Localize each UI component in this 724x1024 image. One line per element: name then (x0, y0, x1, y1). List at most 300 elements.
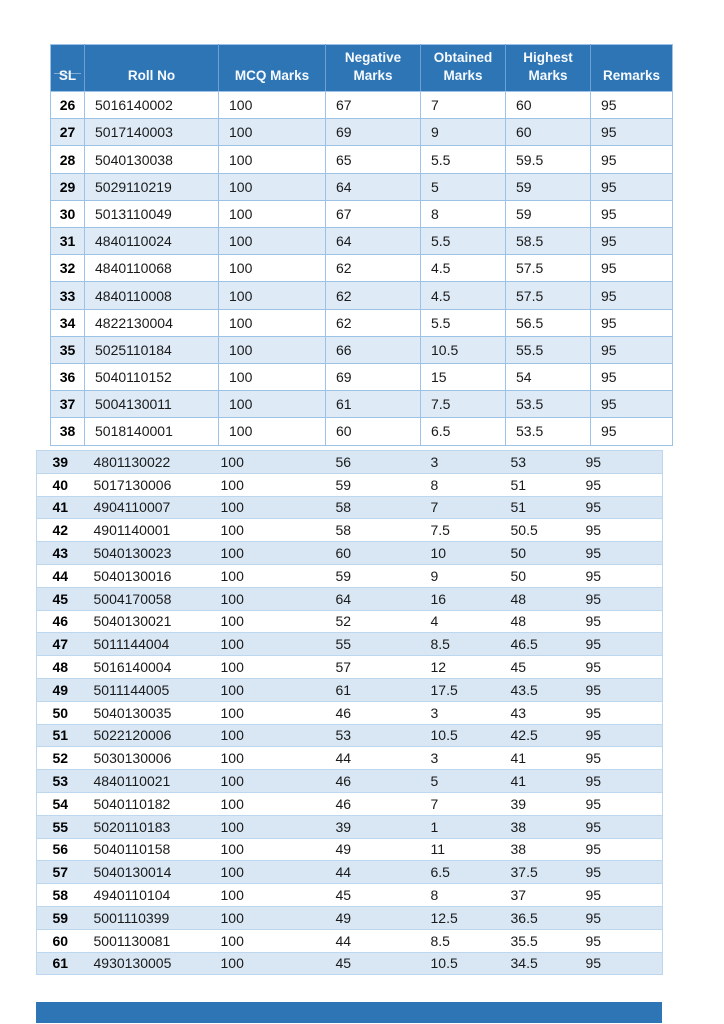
table-cell: 41 (501, 747, 576, 770)
table-cell: 5.5 (421, 146, 506, 173)
table-cell: 3 (421, 451, 501, 474)
table-cell: 45 (501, 656, 576, 679)
table-cell: 95 (576, 838, 663, 861)
table-cell: 5001110399 (84, 906, 211, 929)
table-row (37, 884, 663, 907)
table-cell: 59 (326, 564, 421, 587)
table-cell: 51 (501, 473, 576, 496)
table-cell: 44 (326, 747, 421, 770)
table-cell: 100 (211, 451, 326, 474)
table-cell: 5011144004 (84, 633, 211, 656)
table-cell: 48 (501, 610, 576, 633)
table-row (37, 724, 663, 747)
table-row (51, 173, 673, 200)
table-cell: 4940110104 (84, 884, 211, 907)
table-row (37, 519, 663, 542)
table-cell: 26 (51, 92, 85, 119)
table-row (37, 747, 663, 770)
table-row (37, 542, 663, 565)
table-cell: 95 (576, 861, 663, 884)
table-cell: 66 (326, 336, 421, 363)
table-cell: 95 (576, 792, 663, 815)
table-cell: 5040130014 (84, 861, 211, 884)
table-cell: 95 (576, 770, 663, 793)
table-cell: 95 (576, 519, 663, 542)
table-row (37, 610, 663, 633)
table-row (51, 119, 673, 146)
table-cell: 50 (501, 564, 576, 587)
table-cell: 36 (51, 363, 85, 390)
table-cell: 56 (326, 451, 421, 474)
table-cell: 95 (576, 701, 663, 724)
table-cell: 4.5 (421, 255, 506, 282)
table-cell: 37 (51, 391, 85, 418)
table-cell: 56.5 (506, 309, 591, 336)
table-cell: 100 (211, 724, 326, 747)
table-cell: 60 (506, 119, 591, 146)
table-cell: 4901140001 (84, 519, 211, 542)
table-cell: 7 (421, 92, 506, 119)
table-cell: 100 (219, 173, 326, 200)
table-cell: 59 (37, 906, 84, 929)
table-cell: 67 (326, 200, 421, 227)
table-cell: 39 (326, 815, 421, 838)
table-cell: 44 (326, 929, 421, 952)
table-cell: 52 (37, 747, 84, 770)
table-cell: 10.5 (421, 336, 506, 363)
table-cell: 34.5 (501, 952, 576, 975)
table-cell: 7.5 (421, 519, 501, 542)
table-cell: 8.5 (421, 633, 501, 656)
table-cell: 57 (326, 656, 421, 679)
table-cell: 27 (51, 119, 85, 146)
table-cell: 5 (421, 173, 506, 200)
table-cell: 17.5 (421, 678, 501, 701)
table-cell: 10.5 (421, 952, 501, 975)
table-cell: 48 (501, 587, 576, 610)
table-cell: 4801130022 (84, 451, 211, 474)
table-cell: 28 (51, 146, 85, 173)
table-cell: 5029110219 (85, 173, 219, 200)
table-cell: 38 (51, 418, 85, 445)
table-cell: 5040130038 (85, 146, 219, 173)
table-cell: 95 (576, 451, 663, 474)
table-cell: 9 (421, 119, 506, 146)
table-row (37, 656, 663, 679)
table-row (37, 952, 663, 975)
table-cell: 3 (421, 747, 501, 770)
table-cell: 50 (37, 701, 84, 724)
table-cell: 100 (211, 770, 326, 793)
table-cell: 100 (219, 336, 326, 363)
table-cell: 55.5 (506, 336, 591, 363)
table-row (37, 678, 663, 701)
table-cell: 54 (37, 792, 84, 815)
table-cell: 95 (591, 200, 673, 227)
table-cell: 95 (576, 678, 663, 701)
table-row (51, 336, 673, 363)
table-cell: 95 (591, 146, 673, 173)
table-row (37, 792, 663, 815)
table-cell: 100 (219, 282, 326, 309)
table-cell: 95 (591, 309, 673, 336)
table-cell: 5025110184 (85, 336, 219, 363)
table-cell: 100 (211, 678, 326, 701)
table-cell: 5017130006 (84, 473, 211, 496)
table-cell: 62 (326, 255, 421, 282)
table-cell: 39 (37, 451, 84, 474)
table-cell: 100 (219, 309, 326, 336)
table-cell: 69 (326, 363, 421, 390)
table-cell: 60 (506, 92, 591, 119)
table-cell: 39 (501, 792, 576, 815)
table-cell: 100 (211, 861, 326, 884)
table-cell: 100 (211, 906, 326, 929)
table-cell: 53 (326, 724, 421, 747)
table-row (37, 564, 663, 587)
table-cell: 4840110008 (85, 282, 219, 309)
table-row (51, 228, 673, 255)
table-cell: 69 (326, 119, 421, 146)
table-cell: 100 (219, 200, 326, 227)
table-cell: 34 (51, 309, 85, 336)
table-cell: 95 (576, 633, 663, 656)
table-cell: 32 (51, 255, 85, 282)
table-cell: 37 (501, 884, 576, 907)
table-cell: 95 (591, 363, 673, 390)
table-cell: 55 (326, 633, 421, 656)
table-cell: 100 (219, 391, 326, 418)
table-cell: 100 (219, 146, 326, 173)
table-cell: 45 (37, 587, 84, 610)
table-cell: 46.5 (501, 633, 576, 656)
table-cell: 50.5 (501, 519, 576, 542)
table-cell: 67 (326, 92, 421, 119)
table-cell: 4822130004 (85, 309, 219, 336)
table-row (51, 309, 673, 336)
table-cell: 100 (211, 884, 326, 907)
table-cell: 100 (219, 363, 326, 390)
table-cell: 6.5 (421, 861, 501, 884)
table-cell: 55 (37, 815, 84, 838)
table-cell: 53.5 (506, 391, 591, 418)
table-cell: 35.5 (501, 929, 576, 952)
table-cell: 5 (421, 770, 501, 793)
table-cell: 30 (51, 200, 85, 227)
table-cell: 95 (576, 542, 663, 565)
table-cell: 8.5 (421, 929, 501, 952)
table-cell: 4930130005 (84, 952, 211, 975)
table-cell: 56 (37, 838, 84, 861)
lower-table-body (37, 451, 663, 975)
table-cell: 95 (591, 173, 673, 200)
table-cell: 95 (591, 282, 673, 309)
table-cell: 54 (506, 363, 591, 390)
table-cell: 100 (219, 255, 326, 282)
table-cell: 95 (591, 92, 673, 119)
table-cell: 95 (591, 391, 673, 418)
table-cell: 5001130081 (84, 929, 211, 952)
table-row (37, 587, 663, 610)
table-cell: 7 (421, 792, 501, 815)
table-row (37, 815, 663, 838)
table-cell: 60 (326, 418, 421, 445)
table-cell: 100 (211, 838, 326, 861)
table-cell: 100 (219, 119, 326, 146)
table-cell: 65 (326, 146, 421, 173)
table-cell: 8 (421, 884, 501, 907)
upper-table-body (51, 92, 673, 445)
table-cell: 100 (211, 929, 326, 952)
table-cell: 36.5 (501, 906, 576, 929)
table-cell: 5040130016 (84, 564, 211, 587)
table-cell: 95 (576, 815, 663, 838)
table-cell: 100 (211, 587, 326, 610)
table-row (51, 146, 673, 173)
table-cell: 5040130021 (84, 610, 211, 633)
table-cell: 95 (576, 610, 663, 633)
column-header-sl: SL (51, 45, 85, 92)
table-cell: 46 (326, 792, 421, 815)
table-cell: 100 (219, 228, 326, 255)
table-row (37, 770, 663, 793)
table-cell: 5030130006 (84, 747, 211, 770)
table-row (37, 633, 663, 656)
table-cell: 100 (211, 542, 326, 565)
table-cell: 5020110183 (84, 815, 211, 838)
table-cell: 95 (576, 587, 663, 610)
column-header-highest-marks: Highest Marks (506, 45, 591, 92)
table-row (51, 92, 673, 119)
table-row (37, 496, 663, 519)
table-cell: 5017140003 (85, 119, 219, 146)
table-cell: 100 (211, 656, 326, 679)
table-cell: 5.5 (421, 228, 506, 255)
table-cell: 5040110158 (84, 838, 211, 861)
table-cell: 41 (37, 496, 84, 519)
table-cell: 4840110021 (84, 770, 211, 793)
table-cell: 59 (506, 173, 591, 200)
table-cell: 100 (219, 92, 326, 119)
table-row (51, 200, 673, 227)
table-cell: 49 (326, 838, 421, 861)
table-cell: 15 (421, 363, 506, 390)
table-cell: 59 (506, 200, 591, 227)
table-cell: 12.5 (421, 906, 501, 929)
table-cell: 40 (37, 473, 84, 496)
table-cell: 5.5 (421, 309, 506, 336)
table-cell: 95 (591, 418, 673, 445)
results-table-lower (36, 450, 663, 975)
table-cell: 100 (211, 610, 326, 633)
table-row (51, 363, 673, 390)
table-cell: 9 (421, 564, 501, 587)
table-cell: 11 (421, 838, 501, 861)
table-cell: 8 (421, 200, 506, 227)
table-cell: 45 (326, 884, 421, 907)
table-cell: 95 (576, 656, 663, 679)
table-cell: 95 (576, 496, 663, 519)
table-cell: 5004170058 (84, 587, 211, 610)
table-row (37, 451, 663, 474)
table-cell: 46 (326, 770, 421, 793)
table-cell: 95 (576, 564, 663, 587)
table-cell: 5040110182 (84, 792, 211, 815)
table-cell: 95 (576, 747, 663, 770)
table-cell: 5011144005 (84, 678, 211, 701)
table-header-row (51, 45, 673, 92)
table-cell: 62 (326, 282, 421, 309)
table-cell: 4904110007 (84, 496, 211, 519)
table-cell: 1 (421, 815, 501, 838)
table-cell: 95 (576, 884, 663, 907)
column-header-obtained-marks: Obtained Marks (421, 45, 506, 92)
table-row (51, 282, 673, 309)
table-cell: 60 (37, 929, 84, 952)
table-cell: 100 (211, 473, 326, 496)
table-cell: 5040130023 (84, 542, 211, 565)
column-header-remarks: Remarks (591, 45, 673, 92)
table-cell: 38 (501, 838, 576, 861)
table-cell: 60 (326, 542, 421, 565)
table-cell: 53.5 (506, 418, 591, 445)
table-cell: 58 (37, 884, 84, 907)
table-cell: 10.5 (421, 724, 501, 747)
table-cell: 58.5 (506, 228, 591, 255)
table-cell: 3 (421, 701, 501, 724)
table-cell: 53 (501, 451, 576, 474)
table-row (37, 906, 663, 929)
table-cell: 48 (37, 656, 84, 679)
table-cell: 7 (421, 496, 501, 519)
table-cell: 95 (591, 228, 673, 255)
table-cell: 57.5 (506, 282, 591, 309)
table-cell: 4840110068 (85, 255, 219, 282)
table-cell: 5013110049 (85, 200, 219, 227)
table-cell: 43.5 (501, 678, 576, 701)
table-cell: 31 (51, 228, 85, 255)
table-cell: 100 (219, 418, 326, 445)
table-cell: 44 (326, 861, 421, 884)
column-header-negative-marks: Negative Marks (326, 45, 421, 92)
table-cell: 100 (211, 519, 326, 542)
table-cell: 62 (326, 309, 421, 336)
table-cell: 8 (421, 473, 501, 496)
table-cell: 44 (37, 564, 84, 587)
table-cell: 100 (211, 564, 326, 587)
table-cell: 59 (326, 473, 421, 496)
table-cell: 95 (576, 473, 663, 496)
table-cell: 100 (211, 815, 326, 838)
table-cell: 7.5 (421, 391, 506, 418)
results-table-upper (50, 44, 673, 446)
table-cell: 38 (501, 815, 576, 838)
table-cell: 5004130011 (85, 391, 219, 418)
table-cell: 57.5 (506, 255, 591, 282)
table-cell: 53 (37, 770, 84, 793)
table-cell: 5018140001 (85, 418, 219, 445)
table-cell: 29 (51, 173, 85, 200)
table-cell: 52 (326, 610, 421, 633)
table-cell: 4.5 (421, 282, 506, 309)
table-cell: 95 (576, 724, 663, 747)
next-section-header-bar (36, 1002, 662, 1023)
table-row (37, 861, 663, 884)
table-cell: 33 (51, 282, 85, 309)
table-cell: 58 (326, 519, 421, 542)
table-cell: 43 (37, 542, 84, 565)
table-row (51, 255, 673, 282)
table-cell: 61 (37, 952, 84, 975)
table-row (37, 473, 663, 496)
table-cell: 46 (37, 610, 84, 633)
table-cell: 12 (421, 656, 501, 679)
table-cell: 51 (501, 496, 576, 519)
table-cell: 5016140002 (85, 92, 219, 119)
table-row (51, 418, 673, 445)
table-cell: 42.5 (501, 724, 576, 747)
table-cell: 58 (326, 496, 421, 519)
column-header-roll-no: Roll No (85, 45, 219, 92)
table-cell: 61 (326, 391, 421, 418)
table-row (37, 701, 663, 724)
table-cell: 64 (326, 173, 421, 200)
table-cell: 5040110152 (85, 363, 219, 390)
table-cell: 100 (211, 952, 326, 975)
table-cell: 51 (37, 724, 84, 747)
table-cell: 95 (591, 119, 673, 146)
table-row (37, 929, 663, 952)
table-cell: 59.5 (506, 146, 591, 173)
table-cell: 4 (421, 610, 501, 633)
table-cell: 64 (326, 228, 421, 255)
table-cell: 100 (211, 633, 326, 656)
table-cell: 49 (37, 678, 84, 701)
table-cell: 46 (326, 701, 421, 724)
table-cell: 100 (211, 792, 326, 815)
table-cell: 45 (326, 952, 421, 975)
table-cell: 16 (421, 587, 501, 610)
table-cell: 35 (51, 336, 85, 363)
table-row (37, 838, 663, 861)
table-cell: 61 (326, 678, 421, 701)
table-cell: 5040130035 (84, 701, 211, 724)
table-cell: 64 (326, 587, 421, 610)
table-cell: 41 (501, 770, 576, 793)
table-cell: 95 (576, 929, 663, 952)
table-cell: 95 (591, 336, 673, 363)
table-cell: 5016140004 (84, 656, 211, 679)
table-cell: 43 (501, 701, 576, 724)
table-cell: 5022120006 (84, 724, 211, 747)
table-cell: 47 (37, 633, 84, 656)
table-row (51, 391, 673, 418)
table-cell: 42 (37, 519, 84, 542)
table-cell: 95 (576, 906, 663, 929)
table-cell: 6.5 (421, 418, 506, 445)
table-cell: 49 (326, 906, 421, 929)
table-cell: 50 (501, 542, 576, 565)
table-cell: 10 (421, 542, 501, 565)
table-cell: 95 (591, 255, 673, 282)
table-cell: 37.5 (501, 861, 576, 884)
table-cell: 95 (576, 952, 663, 975)
table-cell: 57 (37, 861, 84, 884)
table-cell: 4840110024 (85, 228, 219, 255)
column-header-mcq-marks: MCQ Marks (219, 45, 326, 92)
table-cell: 100 (211, 496, 326, 519)
table-cell: 100 (211, 701, 326, 724)
